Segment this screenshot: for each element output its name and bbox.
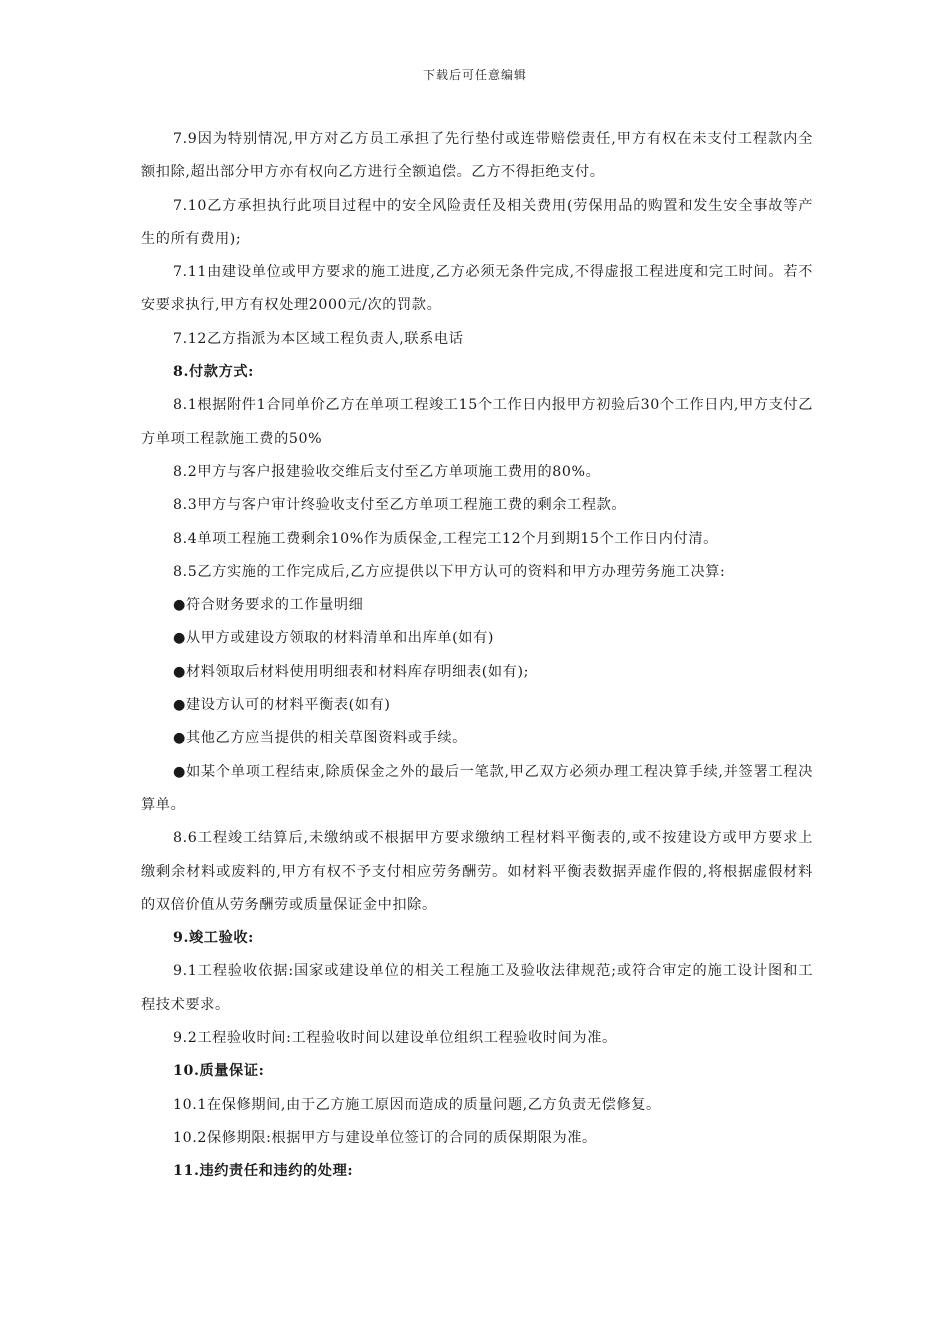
clause-8-5: 8.5乙方实施的工作完成后,乙方应提供以下甲方认可的资料和甲方办理劳务施工决算:	[173, 563, 726, 580]
header-note: 下载后可任意编辑	[422, 68, 527, 82]
section-heading-payment: 8.付款方式:	[173, 364, 254, 381]
clause-8-4: 8.4单项工程施工费剩余10%作为质保金,工程完工12个月到期15个工作日内付清。	[173, 530, 718, 547]
bullet-item: ●如某个单项工程结束,除质保金之外的最后一笔款,甲乙双方必须办理工程决算手续,并签署工程决算单。	[141, 763, 813, 813]
clause-8-1: 8.1根据附件1合同单价乙方在单项工程竣工15个工作日内报甲方初验后30个工作日内,甲方支付乙方单项工程款施工费的50%	[141, 397, 813, 447]
bullet-item: ●符合财务要求的工作量明细	[173, 597, 364, 614]
clause-9-2: 9.2工程验收时间:工程验收时间以建设单位组织工程验收时间为准。	[173, 1030, 617, 1047]
clause-8-3: 8.3甲方与客户审计终验收支付至乙方单项工程施工费的剩余工程款。	[173, 497, 627, 514]
section-heading-acceptance: 9.竣工验收:	[173, 930, 254, 947]
clause-7-9: 7.9因为特别情况,甲方对乙方员工承担了先行垫付或连带赔偿责任,甲方有权在未支付工程款内全额扣除,超出部分甲方亦有权向乙方进行全额追偿。乙方不得拒绝支付。	[141, 131, 813, 181]
clause-10-2: 10.2保修期限:根据甲方与建设单位签订的合同的质保期限为准。	[173, 1129, 597, 1146]
bullet-item: ●从甲方或建设方领取的材料清单和出库单(如有)	[173, 630, 495, 647]
bullet-item: ●建设方认可的材料平衡表(如有)	[173, 697, 391, 714]
clause-10-1: 10.1在保修期间,由于乙方施工原因而造成的质量问题,乙方负责无偿修复。	[173, 1096, 661, 1113]
section-heading-quality: 10.质量保证:	[173, 1063, 265, 1080]
document-body	[141, 123, 813, 1189]
clause-7-10: 7.10乙方承担执行此项目过程中的安全风险责任及相关费用(劳保用品的购置和发生安全事故等产生的所有费用);	[141, 197, 813, 247]
clause-8-6: 8.6工程竣工结算后,未缴纳或不根据甲方要求缴纳工程材料平衡表的,或不按建设方或甲方要求上缴剩余材料或废料的,甲方有权不予支付相应劳务酬劳。如材料平衡表数据弄虚作假的,将根据虚假材料的双倍价值从劳务酬劳或质量保证金中扣除。	[141, 830, 813, 913]
clause-7-12: 7.12乙方指派为本区域工程负责人,联系电话	[173, 330, 464, 347]
section-heading-breach: 11.违约责任和违约的处理:	[173, 1163, 354, 1180]
clause-9-1: 9.1工程验收依据:国家或建设单位的相关工程施工及验收法律规范;或符合审定的施工设计图和工程技术要求。	[141, 963, 813, 1013]
bullet-item: ●材料领取后材料使用明细表和材料库存明细表(如有);	[173, 663, 529, 680]
clause-7-11: 7.11由建设单位或甲方要求的施工进度,乙方必须无条件完成,不得虚报工程进度和完工时间。若不安要求执行,甲方有权处理2000元/次的罚款。	[141, 264, 813, 314]
bullet-item: ●其他乙方应当提供的相关草图资料或手续。	[173, 730, 467, 747]
clause-8-2: 8.2甲方与客户报建验收交维后支付至乙方单项施工费用的80%。	[173, 463, 601, 480]
